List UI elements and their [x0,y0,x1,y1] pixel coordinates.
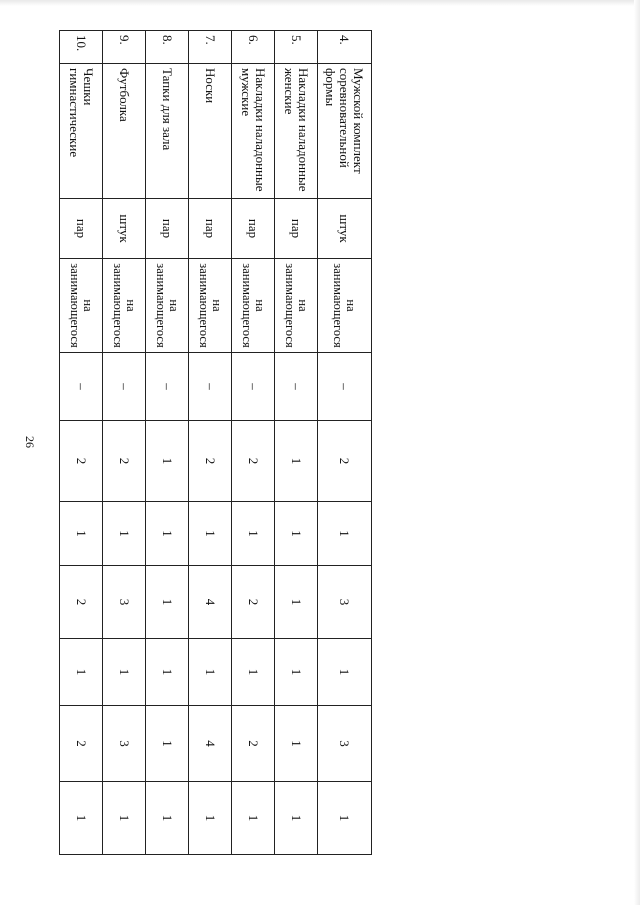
value-cell-1: – [232,353,275,421]
table-row [275,31,318,855]
value-cell-6: 2 [232,706,275,782]
scan-edge-right [634,0,640,905]
table-row [189,31,232,855]
value-cell-5: 1 [189,639,232,706]
table-row [318,31,372,855]
value-cell-2: 2 [232,421,275,502]
table-row [232,31,275,855]
basis-cell: на занимающегося [232,259,275,353]
unit-cell: пар [275,199,318,259]
equipment-table [59,30,372,855]
value-cell-4: 2 [232,566,275,639]
unit-cell: пар [232,199,275,259]
basis-cell: на занимающегося [189,259,232,353]
unit-cell: пар [189,199,232,259]
value-cell-7: 1 [318,782,372,855]
row-number: 5. [275,31,318,64]
value-cell-2: 2 [189,421,232,502]
unit-cell: пар [146,199,189,259]
item-name: Накладки наладонные мужские [232,64,275,199]
value-cell-3: 1 [60,502,103,566]
unit-cell: пар [60,199,103,259]
value-cell-7: 1 [275,782,318,855]
value-cell-4: 3 [318,566,372,639]
unit-cell: штук [103,199,146,259]
value-cell-5: 1 [60,639,103,706]
row-number: 8. [146,31,189,64]
value-cell-4: 3 [103,566,146,639]
value-cell-5: 1 [146,639,189,706]
value-cell-4: 2 [60,566,103,639]
value-cell-7: 1 [232,782,275,855]
row-number: 6. [232,31,275,64]
value-cell-6: 1 [275,706,318,782]
unit-cell: штук [318,199,372,259]
value-cell-6: 4 [189,706,232,782]
basis-cell: на занимающегося [146,259,189,353]
value-cell-1: – [146,353,189,421]
scan-edge-top [0,0,640,6]
page-number: 26 [23,436,37,448]
item-name: Носки [189,64,232,199]
item-name: Чешки гимнастические [60,64,103,199]
value-cell-4: 1 [275,566,318,639]
item-name: Мужской комплект соревновательной формы [318,64,372,199]
value-cell-4: 1 [146,566,189,639]
value-cell-2: 1 [146,421,189,502]
value-cell-6: 2 [60,706,103,782]
value-cell-6: 3 [103,706,146,782]
value-cell-1: – [189,353,232,421]
row-number: 10. [60,31,103,64]
value-cell-2: 2 [60,421,103,502]
value-cell-2: 2 [318,421,372,502]
table-row [146,31,189,855]
row-number: 4. [318,31,372,64]
table-row [60,31,103,855]
value-cell-4: 4 [189,566,232,639]
basis-cell: на занимающегося [318,259,372,353]
value-cell-5: 1 [232,639,275,706]
value-cell-3: 1 [318,502,372,566]
value-cell-7: 1 [103,782,146,855]
basis-cell: на занимающегося [275,259,318,353]
equipment-table-rotated [60,30,372,854]
value-cell-5: 1 [275,639,318,706]
value-cell-1: – [275,353,318,421]
value-cell-3: 1 [275,502,318,566]
basis-cell: на занимающегося [103,259,146,353]
value-cell-3: 1 [232,502,275,566]
value-cell-2: 2 [103,421,146,502]
value-cell-1: – [103,353,146,421]
basis-cell: на занимающегося [60,259,103,353]
item-name: Футболка [103,64,146,199]
value-cell-1: – [60,353,103,421]
row-number: 7. [189,31,232,64]
item-name: Тапки для зала [146,64,189,199]
value-cell-5: 1 [318,639,372,706]
value-cell-7: 1 [146,782,189,855]
value-cell-5: 1 [103,639,146,706]
item-name: Накладки наладонные женские [275,64,318,199]
value-cell-6: 1 [146,706,189,782]
value-cell-2: 1 [275,421,318,502]
table-row [103,31,146,855]
row-number: 9. [103,31,146,64]
value-cell-7: 1 [189,782,232,855]
value-cell-1: – [318,353,372,421]
value-cell-7: 1 [60,782,103,855]
value-cell-3: 1 [189,502,232,566]
value-cell-6: 3 [318,706,372,782]
value-cell-3: 1 [146,502,189,566]
value-cell-3: 1 [103,502,146,566]
